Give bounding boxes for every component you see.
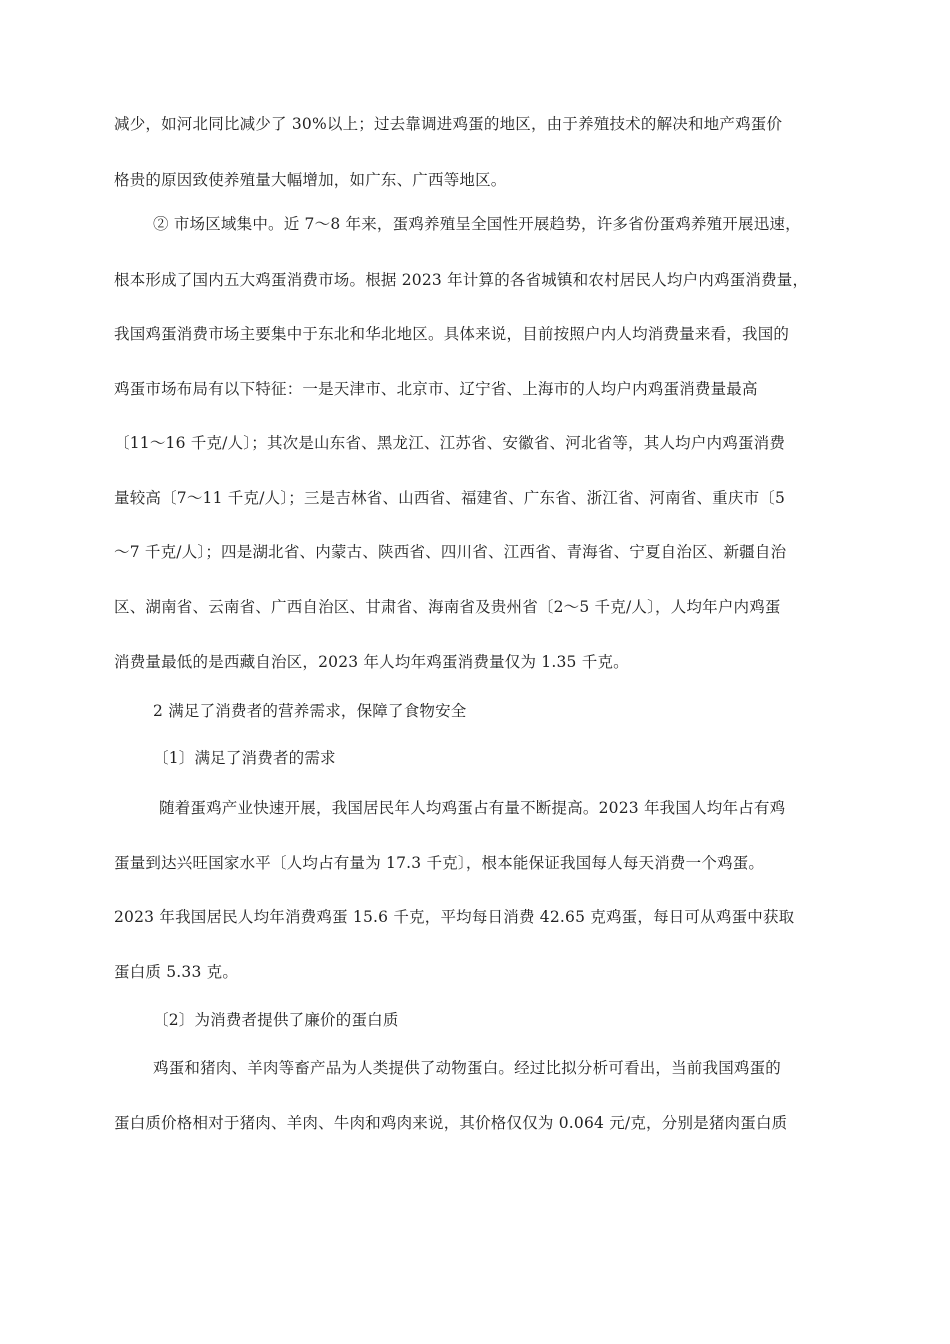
subsection-heading: 〔2〕为消费者提供了廉价的蛋白质 xyxy=(153,1011,399,1029)
text-line: ② 市场区域集中。近 7～8 年来，蛋鸡养殖呈全国性开展趋势，许多省份蛋鸡养殖开展迅速， xyxy=(153,215,801,233)
text-line: 消费量最低的是西藏自治区，2023 年人均年鸡蛋消费量仅为 1.35 千克。 xyxy=(114,653,629,671)
text-line: 〔11～16 千克/人〕；其次是山东省、黑龙江、江苏省、安徽省、河北省等，其人均户内鸡蛋消费 xyxy=(114,434,786,452)
text-line: 区、湖南省、云南省、广西自治区、甘肃省、海南省及贵州省〔2～5 千克/人〕，人均年户内鸡蛋 xyxy=(114,598,781,616)
text-line: 量较高〔7～11 千克/人〕；三是吉林省、山西省、福建省、广东省、浙江省、河南省、重庆市〔5 xyxy=(114,489,786,507)
text-line: 我国鸡蛋消费市场主要集中于东北和华北地区。具体来说，目前按照户内人均消费量来看，我国的 xyxy=(114,325,790,343)
section-heading: 2 满足了消费者的营养需求，保障了食物安全 xyxy=(153,702,467,720)
text-line: 随着蛋鸡产业快速开展，我国居民年人均鸡蛋占有量不断提高。2023 年我国人均年占有鸡 xyxy=(159,799,786,817)
text-line: 格贵的原因致使养殖量大幅增加，如广东、广西等地区。 xyxy=(114,171,507,189)
text-line: 鸡蛋市场布局有以下特征：一是天津市、北京市、辽宁省、上海市的人均户内鸡蛋消费量最高 xyxy=(114,380,758,398)
text-line: 减少，如河北同比减少了 30%以上；过去靠调进鸡蛋的地区，由于养殖技术的解决和地产鸡蛋价 xyxy=(114,115,783,133)
text-line: 根本形成了国内五大鸡蛋消费市场。根据 2023 年计算的各省城镇和农村居民人均户内鸡蛋消费量， xyxy=(114,271,809,289)
text-line: 蛋量到达兴旺国家水平〔人均占有量为 17.3 千克〕，根本能保证我国每人每天消费一个鸡蛋。 xyxy=(114,854,765,872)
text-line: 蛋白质 5.33 克。 xyxy=(114,963,239,981)
subsection-heading: 〔1〕满足了消费者的需求 xyxy=(153,749,336,767)
text-line: 鸡蛋和猪肉、羊肉等畜产品为人类提供了动物蛋白。经过比拟分析可看出，当前我国鸡蛋的 xyxy=(153,1059,782,1077)
text-line: 2023 年我国居民人均年消费鸡蛋 15.6 千克，平均每日消费 42.65 克鸡蛋，每日可从鸡蛋中获取 xyxy=(114,908,795,926)
text-line: ～7 千克/人〕；四是湖北省、内蒙古、陕西省、四川省、江西省、青海省、宁夏自治区、新疆自治 xyxy=(114,543,787,561)
text-line: 蛋白质价格相对于猪肉、羊肉、牛肉和鸡肉来说，其价格仅仅为 0.064 元/克，分别是猪肉蛋白质 xyxy=(114,1114,788,1132)
